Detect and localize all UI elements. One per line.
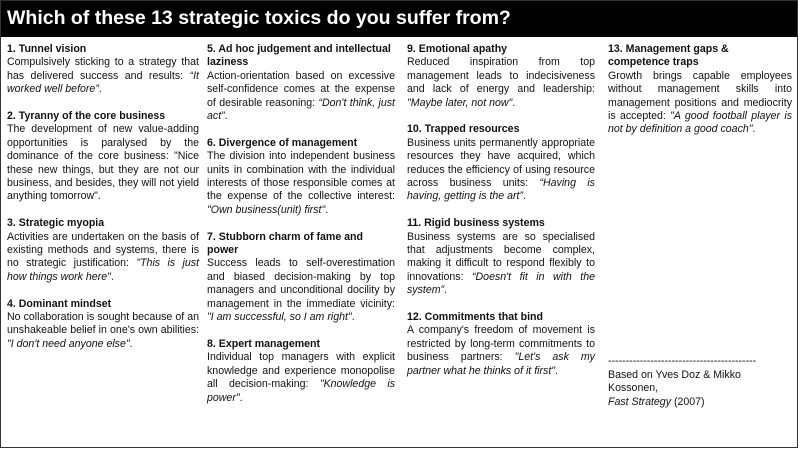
toxic-item-quote: “Doesn't fit in with the system” — [407, 270, 595, 297]
column-1 — [7, 43, 199, 365]
toxic-item-end: . — [110, 270, 114, 283]
toxic-item-title: 4. Dominant mindset — [7, 297, 112, 310]
toxic-item-text: A company's freedom of movement is restricted by long-term commitments to business partners: — [407, 324, 595, 364]
toxic-item-quote: "Own business(unit) first" — [207, 203, 326, 216]
toxic-item — [407, 311, 595, 378]
toxic-item-title: 13. Management gaps & competence traps — [608, 43, 729, 69]
toxic-item-end: . — [97, 190, 101, 203]
toxic-item-description — [7, 311, 199, 351]
source-citation — [608, 355, 792, 409]
toxic-item-title: 1. Tunnel vision — [7, 43, 87, 55]
toxic-item-end: . — [752, 123, 756, 136]
toxic-item-end: . — [129, 337, 133, 350]
toxic-item-description — [608, 70, 792, 137]
toxic-item-title: 9. Emotional apathy — [407, 43, 508, 55]
source-rule: ------------------------------------------ — [608, 355, 757, 368]
toxic-item-end: . — [325, 203, 329, 216]
toxic-item — [407, 217, 595, 297]
toxic-item-title: 5. Ad hoc judgement and intellectual laziness — [207, 43, 391, 69]
toxic-item-description — [407, 56, 595, 110]
toxic-item-end: . — [523, 190, 526, 203]
toxic-item-quote: “Don't think, just act” — [207, 96, 395, 123]
toxic-item-end: . — [239, 391, 243, 404]
toxic-item-description — [207, 70, 395, 124]
toxic-item-text: Business units permanently appropriate resources they have acquired, which reduces the efficiency of using resource across business units: — [407, 136, 595, 190]
toxic-item — [7, 110, 199, 204]
toxic-item-text: Activities are undertaken on the basis of existing methods and systems, there is no strategic justification: — [7, 230, 199, 270]
toxic-item-end: . — [444, 284, 448, 297]
toxic-item-text: The development of new value-adding opportunities is paralysed by the dominance of the core business: "Nice these new things, but they are not our business, and besides, they will not yield anything tomorrow" — [7, 123, 199, 203]
toxic-item-description — [7, 231, 199, 285]
toxic-item-quote: "I am successful, so I am right" — [207, 311, 352, 324]
column-2 — [207, 43, 395, 418]
toxic-item-text: Individual top managers with explicit knowledge and experience monopolise all decision-making: — [207, 351, 395, 391]
source-book-line — [608, 396, 792, 409]
toxic-item-title: 12. Commitments that bind — [407, 311, 543, 324]
toxic-item-text: Success leads to self-overestimation and biased decision-making by top managers and unconditional docility by management in the immediate vicinity: — [207, 257, 395, 310]
toxic-item-description — [207, 150, 395, 217]
toxic-item-end: . — [555, 364, 558, 377]
toxic-item-end: . — [98, 83, 102, 96]
toxic-item-description — [7, 56, 199, 96]
toxic-item — [7, 298, 199, 352]
toxic-item — [207, 338, 395, 405]
toxic-item-description — [207, 257, 395, 324]
toxic-item — [608, 43, 792, 137]
toxic-item-text: Compulsively sticking to a strategy that has delivered success and results: — [7, 56, 199, 82]
toxic-item-text: Action-orientation based on excessive self-confidence comes at the expense of desirable reasoning: — [207, 69, 395, 109]
toxic-item-text: Reduced inspiration from top management leads to indecisiveness and lack of energy and leadership: — [407, 56, 595, 96]
toxic-item — [207, 137, 395, 217]
toxic-item-text: The division into independent business units in combination with the individual interests of those responsible comes at the expense of the collective interest: — [207, 150, 395, 203]
toxic-item — [407, 43, 595, 110]
toxic-item-description — [7, 123, 199, 203]
toxic-item-title: 6. Divergence of management — [207, 136, 358, 149]
toxic-item-quote: "Maybe later, not now" — [407, 96, 513, 109]
toxic-item-text: Business systems are so specialised that adjustments become complex, making it difficult to respond flexibly to innovations: — [407, 230, 595, 283]
toxic-item-end: . — [351, 311, 355, 324]
column-4 — [608, 43, 792, 409]
toxic-item-quote: "I don't need anyone else" — [7, 337, 130, 350]
toxic-item-description — [207, 351, 395, 405]
toxic-item-quote: "Let's ask my partner what he thinks of it first" — [407, 351, 595, 377]
toxic-item-description — [407, 137, 595, 204]
toxic-item-text: No collaboration is sought because of an unshakeable belief in one's own abilities: — [7, 311, 199, 337]
toxic-item-quote: "A good football player is not by definition a good coach" — [608, 110, 792, 136]
toxic-item — [7, 217, 199, 284]
source-year: (2007) — [671, 395, 705, 408]
toxic-item — [207, 43, 395, 123]
toxic-item — [7, 43, 199, 97]
toxic-item-description — [407, 324, 595, 378]
toxic-item-title: 3. Strategic myopia — [7, 217, 105, 230]
toxic-item-title: 8. Expert management — [207, 337, 321, 350]
source-book: Fast Strategy — [608, 395, 671, 408]
toxic-item-quote: "Knowledge is power" — [207, 378, 395, 404]
toxic-item-title: 10. Trapped resources — [407, 123, 520, 136]
toxic-item-end: . — [224, 110, 228, 123]
toxic-item — [207, 231, 395, 325]
toxic-item-quote: “Having is having, getting is the art” — [407, 177, 595, 203]
slide-title: Which of these 13 strategic toxics do you suffer from? — [1, 1, 797, 37]
source-authors — [608, 369, 792, 396]
toxic-item-description — [407, 231, 595, 298]
source-text: Based on Yves Doz & Mikko Kossonen, — [608, 368, 741, 395]
toxic-item-title: 7. Stubborn charm of fame and power — [207, 230, 363, 257]
toxic-item — [407, 123, 595, 203]
toxic-item-quote: “It worked well before” — [7, 69, 199, 96]
toxic-item-quote: "This is just how things work here" — [7, 257, 200, 283]
toxic-item-text: Growth brings capable employees without management skills into management positions and mediocrity is accepted: — [608, 69, 792, 123]
toxic-item-end: . — [512, 96, 516, 109]
toxic-item-title: 2. Tyranny of the core business — [7, 110, 166, 123]
column-3 — [407, 43, 595, 392]
toxic-item-title: 11. Rigid business systems — [407, 217, 545, 230]
